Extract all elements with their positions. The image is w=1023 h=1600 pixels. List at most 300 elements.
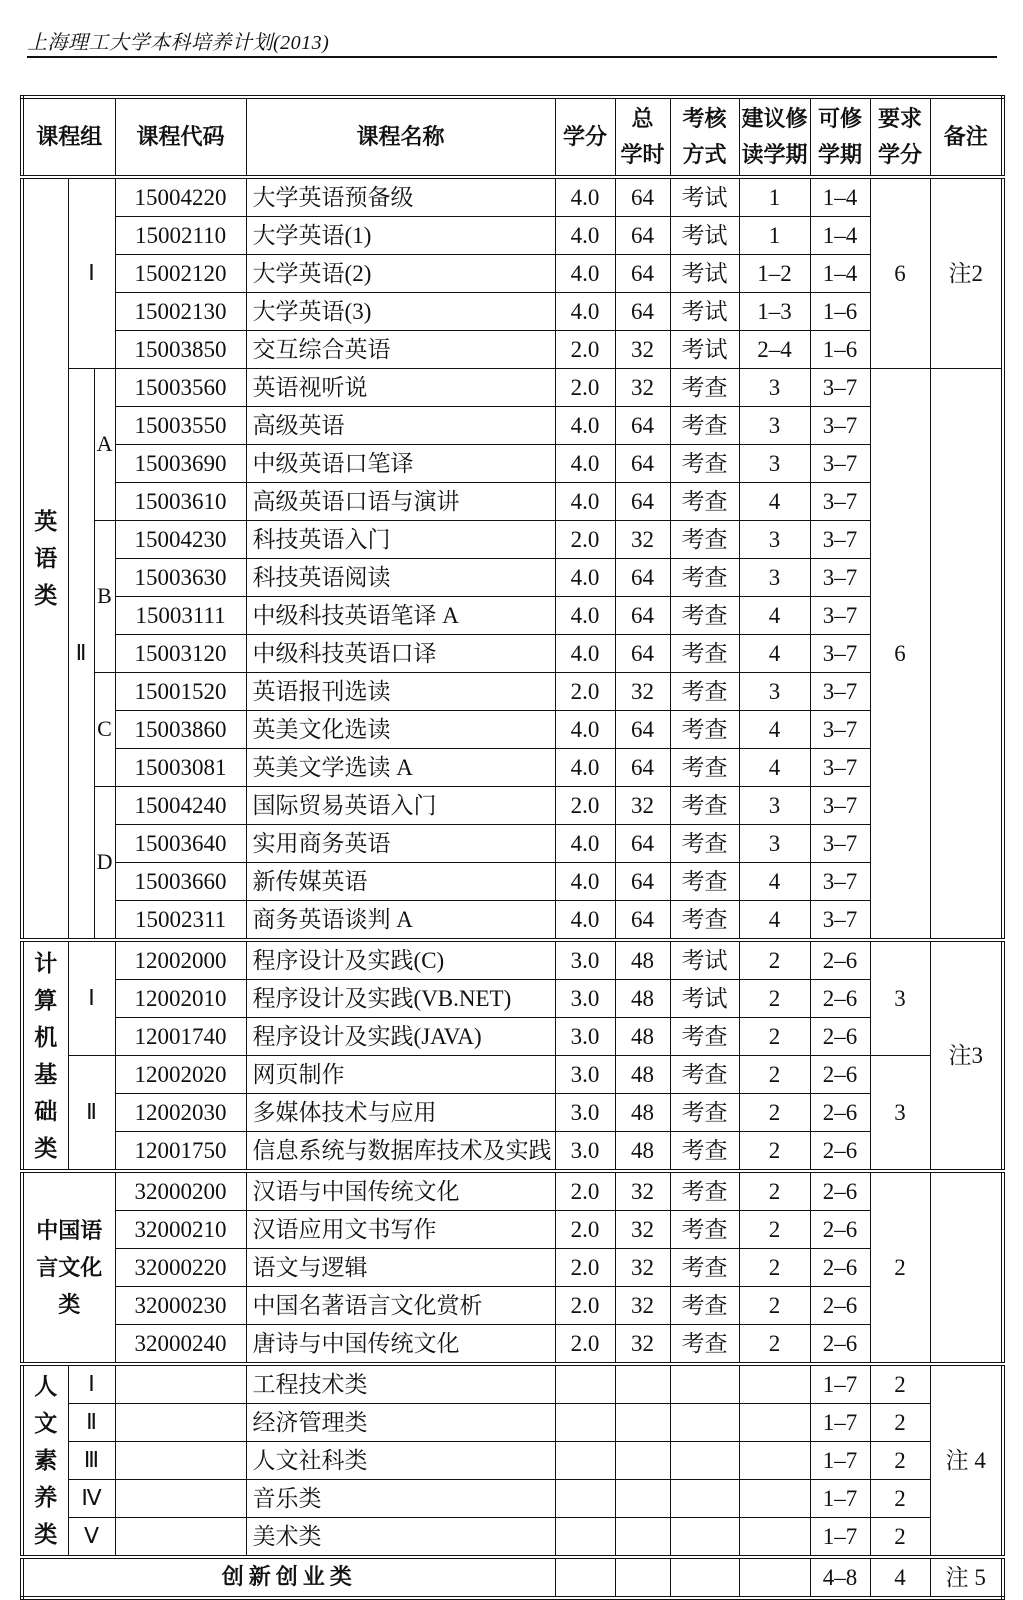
course-plan-table xyxy=(20,95,1005,1600)
subgroup-label-text: Ⅴ xyxy=(83,1523,100,1549)
available-term: 2–6 xyxy=(810,1171,870,1211)
course-name: 国际贸易英语入门 xyxy=(246,787,555,825)
suggested-term: 4 xyxy=(739,863,810,901)
course-code: 15003111 xyxy=(115,597,246,635)
header-row xyxy=(22,97,1003,177)
credit-value xyxy=(555,1480,615,1518)
available-term: 3–7 xyxy=(810,825,870,863)
assessment-method: 考试 xyxy=(670,940,739,980)
page-header-title: 上海理工大学本科培养计划(2013) xyxy=(27,32,330,54)
assessment-method xyxy=(670,1518,739,1558)
course-code: 12002000 xyxy=(115,940,246,980)
subgroup-label-text: Ⅰ xyxy=(88,985,95,1011)
course-row xyxy=(22,1094,1003,1132)
required-credits: 3 xyxy=(870,1056,930,1172)
available-term: 1–7 xyxy=(810,1442,870,1480)
suggested-term: 3 xyxy=(739,559,810,597)
available-term: 2–6 xyxy=(810,1287,870,1325)
course-code: 32000210 xyxy=(115,1211,246,1249)
credit-value: 2.0 xyxy=(555,1211,615,1249)
total-hours: 48 xyxy=(615,1094,670,1132)
header-rule xyxy=(27,56,997,58)
course-row xyxy=(22,863,1003,901)
assessment-method xyxy=(670,1364,739,1404)
available-term: 1–6 xyxy=(810,293,870,331)
header-note: 备注 xyxy=(930,97,1003,177)
available-term: 3–7 xyxy=(810,483,870,521)
credit-value: 2.0 xyxy=(555,369,615,407)
subgroup-label-text: Ⅰ xyxy=(88,260,95,286)
total-hours: 64 xyxy=(615,407,670,445)
course-row xyxy=(22,1249,1003,1287)
total-hours: 32 xyxy=(615,521,670,559)
subgroup-label-text: Ⅱ xyxy=(86,1409,97,1435)
required-credits: 2 xyxy=(870,1442,930,1480)
required-credits: 2 xyxy=(870,1404,930,1442)
available-term: 3–7 xyxy=(810,521,870,559)
suggested-term: 3 xyxy=(739,673,810,711)
course-code: 15003690 xyxy=(115,445,246,483)
credit-value: 4.0 xyxy=(555,445,615,483)
total-hours: 64 xyxy=(615,597,670,635)
course-code xyxy=(115,1404,246,1442)
credit-value: 4.0 xyxy=(555,863,615,901)
track-label xyxy=(94,673,115,787)
track-label xyxy=(94,369,115,521)
total-hours: 64 xyxy=(615,255,670,293)
course-row xyxy=(22,559,1003,597)
total-hours xyxy=(615,1557,670,1598)
credit-value: 4.0 xyxy=(555,177,615,217)
suggested-term: 2 xyxy=(739,1094,810,1132)
total-hours: 64 xyxy=(615,825,670,863)
credit-value: 2.0 xyxy=(555,673,615,711)
suggested-term: 2 xyxy=(739,1056,810,1094)
category-label xyxy=(22,940,68,1171)
total-hours: 64 xyxy=(615,217,670,255)
course-row xyxy=(22,1364,1003,1404)
course-row xyxy=(22,635,1003,673)
suggested-term: 1–2 xyxy=(739,255,810,293)
assessment-method xyxy=(670,1404,739,1442)
course-code: 15003120 xyxy=(115,635,246,673)
suggested-term xyxy=(739,1557,810,1598)
course-row xyxy=(22,331,1003,369)
available-term: 2–6 xyxy=(810,1056,870,1094)
total-hours: 64 xyxy=(615,177,670,217)
course-row xyxy=(22,293,1003,331)
suggested-term: 4 xyxy=(739,597,810,635)
subgroup-label xyxy=(68,1056,115,1172)
assessment-method: 考查 xyxy=(670,1132,739,1172)
suggested-term: 2–4 xyxy=(739,331,810,369)
total-hours: 64 xyxy=(615,483,670,521)
total-hours: 48 xyxy=(615,1018,670,1056)
total-hours: 64 xyxy=(615,901,670,941)
course-name: 工程技术类 xyxy=(246,1364,555,1404)
note: 注 5 xyxy=(930,1557,1003,1598)
course-code: 32000200 xyxy=(115,1171,246,1211)
table-header xyxy=(22,97,1003,177)
credit-value: 4.0 xyxy=(555,597,615,635)
course-code: 32000240 xyxy=(115,1325,246,1365)
course-row xyxy=(22,521,1003,559)
header-assessment: 考核 方式 xyxy=(670,97,739,177)
credit-value: 2.0 xyxy=(555,1171,615,1211)
suggested-term: 3 xyxy=(739,521,810,559)
subgroup-label xyxy=(68,177,115,369)
course-code: 12002010 xyxy=(115,980,246,1018)
suggested-term: 2 xyxy=(739,1018,810,1056)
suggested-term xyxy=(739,1364,810,1404)
course-name: 交互综合英语 xyxy=(246,331,555,369)
assessment-method: 考试 xyxy=(670,255,739,293)
course-row xyxy=(22,177,1003,217)
total-hours: 32 xyxy=(615,1287,670,1325)
course-name: 大学英语(2) xyxy=(246,255,555,293)
total-hours: 32 xyxy=(615,1325,670,1365)
assessment-method: 考查 xyxy=(670,559,739,597)
credit-value: 4.0 xyxy=(555,901,615,941)
course-code xyxy=(115,1364,246,1404)
available-term: 2–6 xyxy=(810,1325,870,1365)
category-label-text: 计算机基础类 xyxy=(34,949,58,1161)
suggested-term: 3 xyxy=(739,787,810,825)
category-label xyxy=(22,177,68,940)
total-hours xyxy=(615,1442,670,1480)
credit-value: 4.0 xyxy=(555,825,615,863)
suggested-term xyxy=(739,1442,810,1480)
required-credits: 3 xyxy=(870,940,930,1056)
note xyxy=(930,1171,1003,1364)
total-hours: 48 xyxy=(615,940,670,980)
credit-value: 4.0 xyxy=(555,217,615,255)
category-label xyxy=(22,1557,555,1598)
category-label-text: 中国语言文化类 xyxy=(36,1218,103,1317)
course-row xyxy=(22,217,1003,255)
suggested-term: 1 xyxy=(739,177,810,217)
available-term: 2–6 xyxy=(810,940,870,980)
credit-value: 4.0 xyxy=(555,255,615,293)
credit-value: 4.0 xyxy=(555,293,615,331)
required-credits: 2 xyxy=(870,1364,930,1404)
header-course-name: 课程名称 xyxy=(246,97,555,177)
course-row xyxy=(22,445,1003,483)
credit-value: 4.0 xyxy=(555,483,615,521)
course-row xyxy=(22,1480,1003,1518)
course-name: 信息系统与数据库技术及实践 xyxy=(246,1132,555,1172)
assessment-method xyxy=(670,1442,739,1480)
course-name: 美术类 xyxy=(246,1518,555,1558)
course-code: 15004230 xyxy=(115,521,246,559)
available-term: 1–4 xyxy=(810,177,870,217)
total-hours: 32 xyxy=(615,369,670,407)
suggested-term xyxy=(739,1518,810,1558)
assessment-method: 考试 xyxy=(670,177,739,217)
suggested-term: 4 xyxy=(739,901,810,941)
course-code: 12002020 xyxy=(115,1056,246,1094)
course-code: 15003550 xyxy=(115,407,246,445)
credit-value: 2.0 xyxy=(555,787,615,825)
total-hours: 32 xyxy=(615,1249,670,1287)
available-term: 1–7 xyxy=(810,1518,870,1558)
course-name: 科技英语阅读 xyxy=(246,559,555,597)
course-code: 15003860 xyxy=(115,711,246,749)
course-row xyxy=(22,483,1003,521)
header-suggested-term: 建议修 读学期 xyxy=(739,97,810,177)
credit-value: 3.0 xyxy=(555,1132,615,1172)
subgroup-label-text: Ⅲ xyxy=(83,1447,100,1473)
subgroup-label-text: Ⅱ xyxy=(86,1099,97,1125)
course-row xyxy=(22,597,1003,635)
course-row xyxy=(22,1287,1003,1325)
available-term: 3–7 xyxy=(810,901,870,941)
note: 注2 xyxy=(930,177,1003,369)
course-code: 15003560 xyxy=(115,369,246,407)
total-hours: 64 xyxy=(615,863,670,901)
course-code: 15003850 xyxy=(115,331,246,369)
total-hours: 32 xyxy=(615,673,670,711)
suggested-term xyxy=(739,1480,810,1518)
assessment-method: 考查 xyxy=(670,901,739,941)
course-name: 新传媒英语 xyxy=(246,863,555,901)
course-name: 高级英语口语与演讲 xyxy=(246,483,555,521)
course-name: 大学英语预备级 xyxy=(246,177,555,217)
course-row xyxy=(22,901,1003,941)
credit-value: 2.0 xyxy=(555,1287,615,1325)
track-label xyxy=(94,521,115,673)
course-name: 科技英语入门 xyxy=(246,521,555,559)
required-credits: 2 xyxy=(870,1480,930,1518)
course-name: 中级科技英语笔译 A xyxy=(246,597,555,635)
header-course-code: 课程代码 xyxy=(115,97,246,177)
subgroup-label xyxy=(68,1518,115,1558)
note: 注 4 xyxy=(930,1364,1003,1557)
available-term: 3–7 xyxy=(810,597,870,635)
suggested-term: 2 xyxy=(739,1171,810,1211)
credit-value: 2.0 xyxy=(555,1249,615,1287)
available-term: 1–7 xyxy=(810,1404,870,1442)
available-term: 1–4 xyxy=(810,217,870,255)
total-hours xyxy=(615,1518,670,1558)
available-term: 3–7 xyxy=(810,673,870,711)
total-hours xyxy=(615,1364,670,1404)
course-code: 15004240 xyxy=(115,787,246,825)
available-term: 1–4 xyxy=(810,255,870,293)
credit-value: 3.0 xyxy=(555,1056,615,1094)
assessment-method: 考查 xyxy=(670,863,739,901)
available-term: 4–8 xyxy=(810,1557,870,1598)
available-term: 3–7 xyxy=(810,445,870,483)
course-code: 15002120 xyxy=(115,255,246,293)
assessment-method: 考查 xyxy=(670,787,739,825)
suggested-term: 4 xyxy=(739,711,810,749)
assessment-method: 考查 xyxy=(670,407,739,445)
course-name: 大学英语(1) xyxy=(246,217,555,255)
total-hours: 32 xyxy=(615,1211,670,1249)
available-term: 2–6 xyxy=(810,1018,870,1056)
total-hours: 48 xyxy=(615,980,670,1018)
course-row xyxy=(22,787,1003,825)
total-hours: 32 xyxy=(615,787,670,825)
course-row xyxy=(22,1404,1003,1442)
course-name: 大学英语(3) xyxy=(246,293,555,331)
credit-value: 3.0 xyxy=(555,1018,615,1056)
suggested-term: 2 xyxy=(739,1211,810,1249)
track-label-text: A xyxy=(96,431,113,457)
assessment-method: 考查 xyxy=(670,825,739,863)
category-label-text: 英语类 xyxy=(34,508,58,608)
category-label xyxy=(22,1364,68,1557)
total-hours: 48 xyxy=(615,1132,670,1172)
available-term: 3–7 xyxy=(810,407,870,445)
assessment-method: 考查 xyxy=(670,1056,739,1094)
course-code: 15003610 xyxy=(115,483,246,521)
available-term: 3–7 xyxy=(810,369,870,407)
header-credit: 学分 xyxy=(555,97,615,177)
assessment-method: 考查 xyxy=(670,749,739,787)
suggested-term: 2 xyxy=(739,1132,810,1172)
course-row xyxy=(22,940,1003,980)
course-code xyxy=(115,1518,246,1558)
available-term: 2–6 xyxy=(810,1132,870,1172)
course-row xyxy=(22,1132,1003,1172)
course-name: 汉语与中国传统文化 xyxy=(246,1171,555,1211)
available-term: 3–7 xyxy=(810,635,870,673)
suggested-term: 2 xyxy=(739,1287,810,1325)
course-code: 15002110 xyxy=(115,217,246,255)
total-hours: 48 xyxy=(615,1056,670,1094)
note xyxy=(930,369,1003,941)
assessment-method: 考查 xyxy=(670,1018,739,1056)
course-name: 程序设计及实践(C) xyxy=(246,940,555,980)
available-term: 3–7 xyxy=(810,787,870,825)
assessment-method: 考试 xyxy=(670,217,739,255)
available-term: 3–7 xyxy=(810,863,870,901)
subgroup-label xyxy=(68,1442,115,1480)
available-term: 2–6 xyxy=(810,980,870,1018)
course-name: 汉语应用文书写作 xyxy=(246,1211,555,1249)
suggested-term: 2 xyxy=(739,980,810,1018)
track-label-text: C xyxy=(97,716,112,742)
course-code: 15001520 xyxy=(115,673,246,711)
suggested-term: 4 xyxy=(739,483,810,521)
course-code: 32000220 xyxy=(115,1249,246,1287)
available-term: 3–7 xyxy=(810,749,870,787)
assessment-method: 考查 xyxy=(670,483,739,521)
course-row xyxy=(22,407,1003,445)
course-row xyxy=(22,1171,1003,1211)
course-name: 多媒体技术与应用 xyxy=(246,1094,555,1132)
course-name: 经济管理类 xyxy=(246,1404,555,1442)
suggested-term: 3 xyxy=(739,445,810,483)
credit-value: 4.0 xyxy=(555,559,615,597)
course-code: 15003081 xyxy=(115,749,246,787)
credit-value: 4.0 xyxy=(555,749,615,787)
course-name: 英美文学选读 A xyxy=(246,749,555,787)
course-code: 12002030 xyxy=(115,1094,246,1132)
suggested-term: 3 xyxy=(739,825,810,863)
available-term: 3–7 xyxy=(810,559,870,597)
track-label-text: D xyxy=(96,849,113,875)
course-code: 15002311 xyxy=(115,901,246,941)
total-hours xyxy=(615,1480,670,1518)
course-row xyxy=(22,980,1003,1018)
required-credits: 2 xyxy=(870,1171,930,1364)
subgroup-label xyxy=(68,369,94,941)
available-term: 2–6 xyxy=(810,1094,870,1132)
assessment-method: 考查 xyxy=(670,369,739,407)
assessment-method xyxy=(670,1480,739,1518)
course-code: 12001740 xyxy=(115,1018,246,1056)
course-name: 程序设计及实践(VB.NET) xyxy=(246,980,555,1018)
credit-value: 2.0 xyxy=(555,331,615,369)
total-hours: 64 xyxy=(615,293,670,331)
available-term: 1–7 xyxy=(810,1480,870,1518)
credit-value: 2.0 xyxy=(555,1325,615,1365)
header-total-hours: 总 学时 xyxy=(615,97,670,177)
subgroup-label xyxy=(68,1404,115,1442)
course-code: 15004220 xyxy=(115,177,246,217)
suggested-term: 2 xyxy=(739,940,810,980)
required-credits: 4 xyxy=(870,1557,930,1598)
suggested-term: 2 xyxy=(739,1249,810,1287)
assessment-method: 考查 xyxy=(670,445,739,483)
course-code: 15003630 xyxy=(115,559,246,597)
course-name: 语文与逻辑 xyxy=(246,1249,555,1287)
category-label-text: 人文素养类 xyxy=(34,1373,58,1547)
suggested-term: 3 xyxy=(739,407,810,445)
course-row xyxy=(22,1018,1003,1056)
assessment-method: 考查 xyxy=(670,711,739,749)
course-row xyxy=(22,711,1003,749)
course-code xyxy=(115,1442,246,1480)
course-row xyxy=(22,825,1003,863)
course-row xyxy=(22,1442,1003,1480)
course-row xyxy=(22,1325,1003,1365)
total-hours: 64 xyxy=(615,445,670,483)
required-credits: 6 xyxy=(870,177,930,369)
assessment-method: 考查 xyxy=(670,597,739,635)
course-row xyxy=(22,749,1003,787)
credit-value xyxy=(555,1364,615,1404)
total-hours: 64 xyxy=(615,559,670,597)
assessment-method: 考试 xyxy=(670,293,739,331)
subgroup-label-text: Ⅰ xyxy=(88,1371,95,1397)
course-row xyxy=(22,255,1003,293)
course-code: 12001750 xyxy=(115,1132,246,1172)
header-available-term: 可修 学期 xyxy=(810,97,870,177)
credit-value xyxy=(555,1442,615,1480)
assessment-method: 考查 xyxy=(670,1249,739,1287)
track-label-text: B xyxy=(97,583,112,609)
course-name: 唐诗与中国传统文化 xyxy=(246,1325,555,1365)
available-term: 1–6 xyxy=(810,331,870,369)
credit-value xyxy=(555,1404,615,1442)
course-name: 英美文化选读 xyxy=(246,711,555,749)
course-name: 程序设计及实践(JAVA) xyxy=(246,1018,555,1056)
credit-value: 2.0 xyxy=(555,521,615,559)
course-row xyxy=(22,369,1003,407)
required-credits: 2 xyxy=(870,1518,930,1558)
available-term: 2–6 xyxy=(810,1211,870,1249)
suggested-term: 4 xyxy=(739,749,810,787)
course-code: 15003640 xyxy=(115,825,246,863)
assessment-method: 考查 xyxy=(670,673,739,711)
summary-row xyxy=(22,1557,1003,1598)
course-code xyxy=(115,1480,246,1518)
course-name: 英语报刊选读 xyxy=(246,673,555,711)
